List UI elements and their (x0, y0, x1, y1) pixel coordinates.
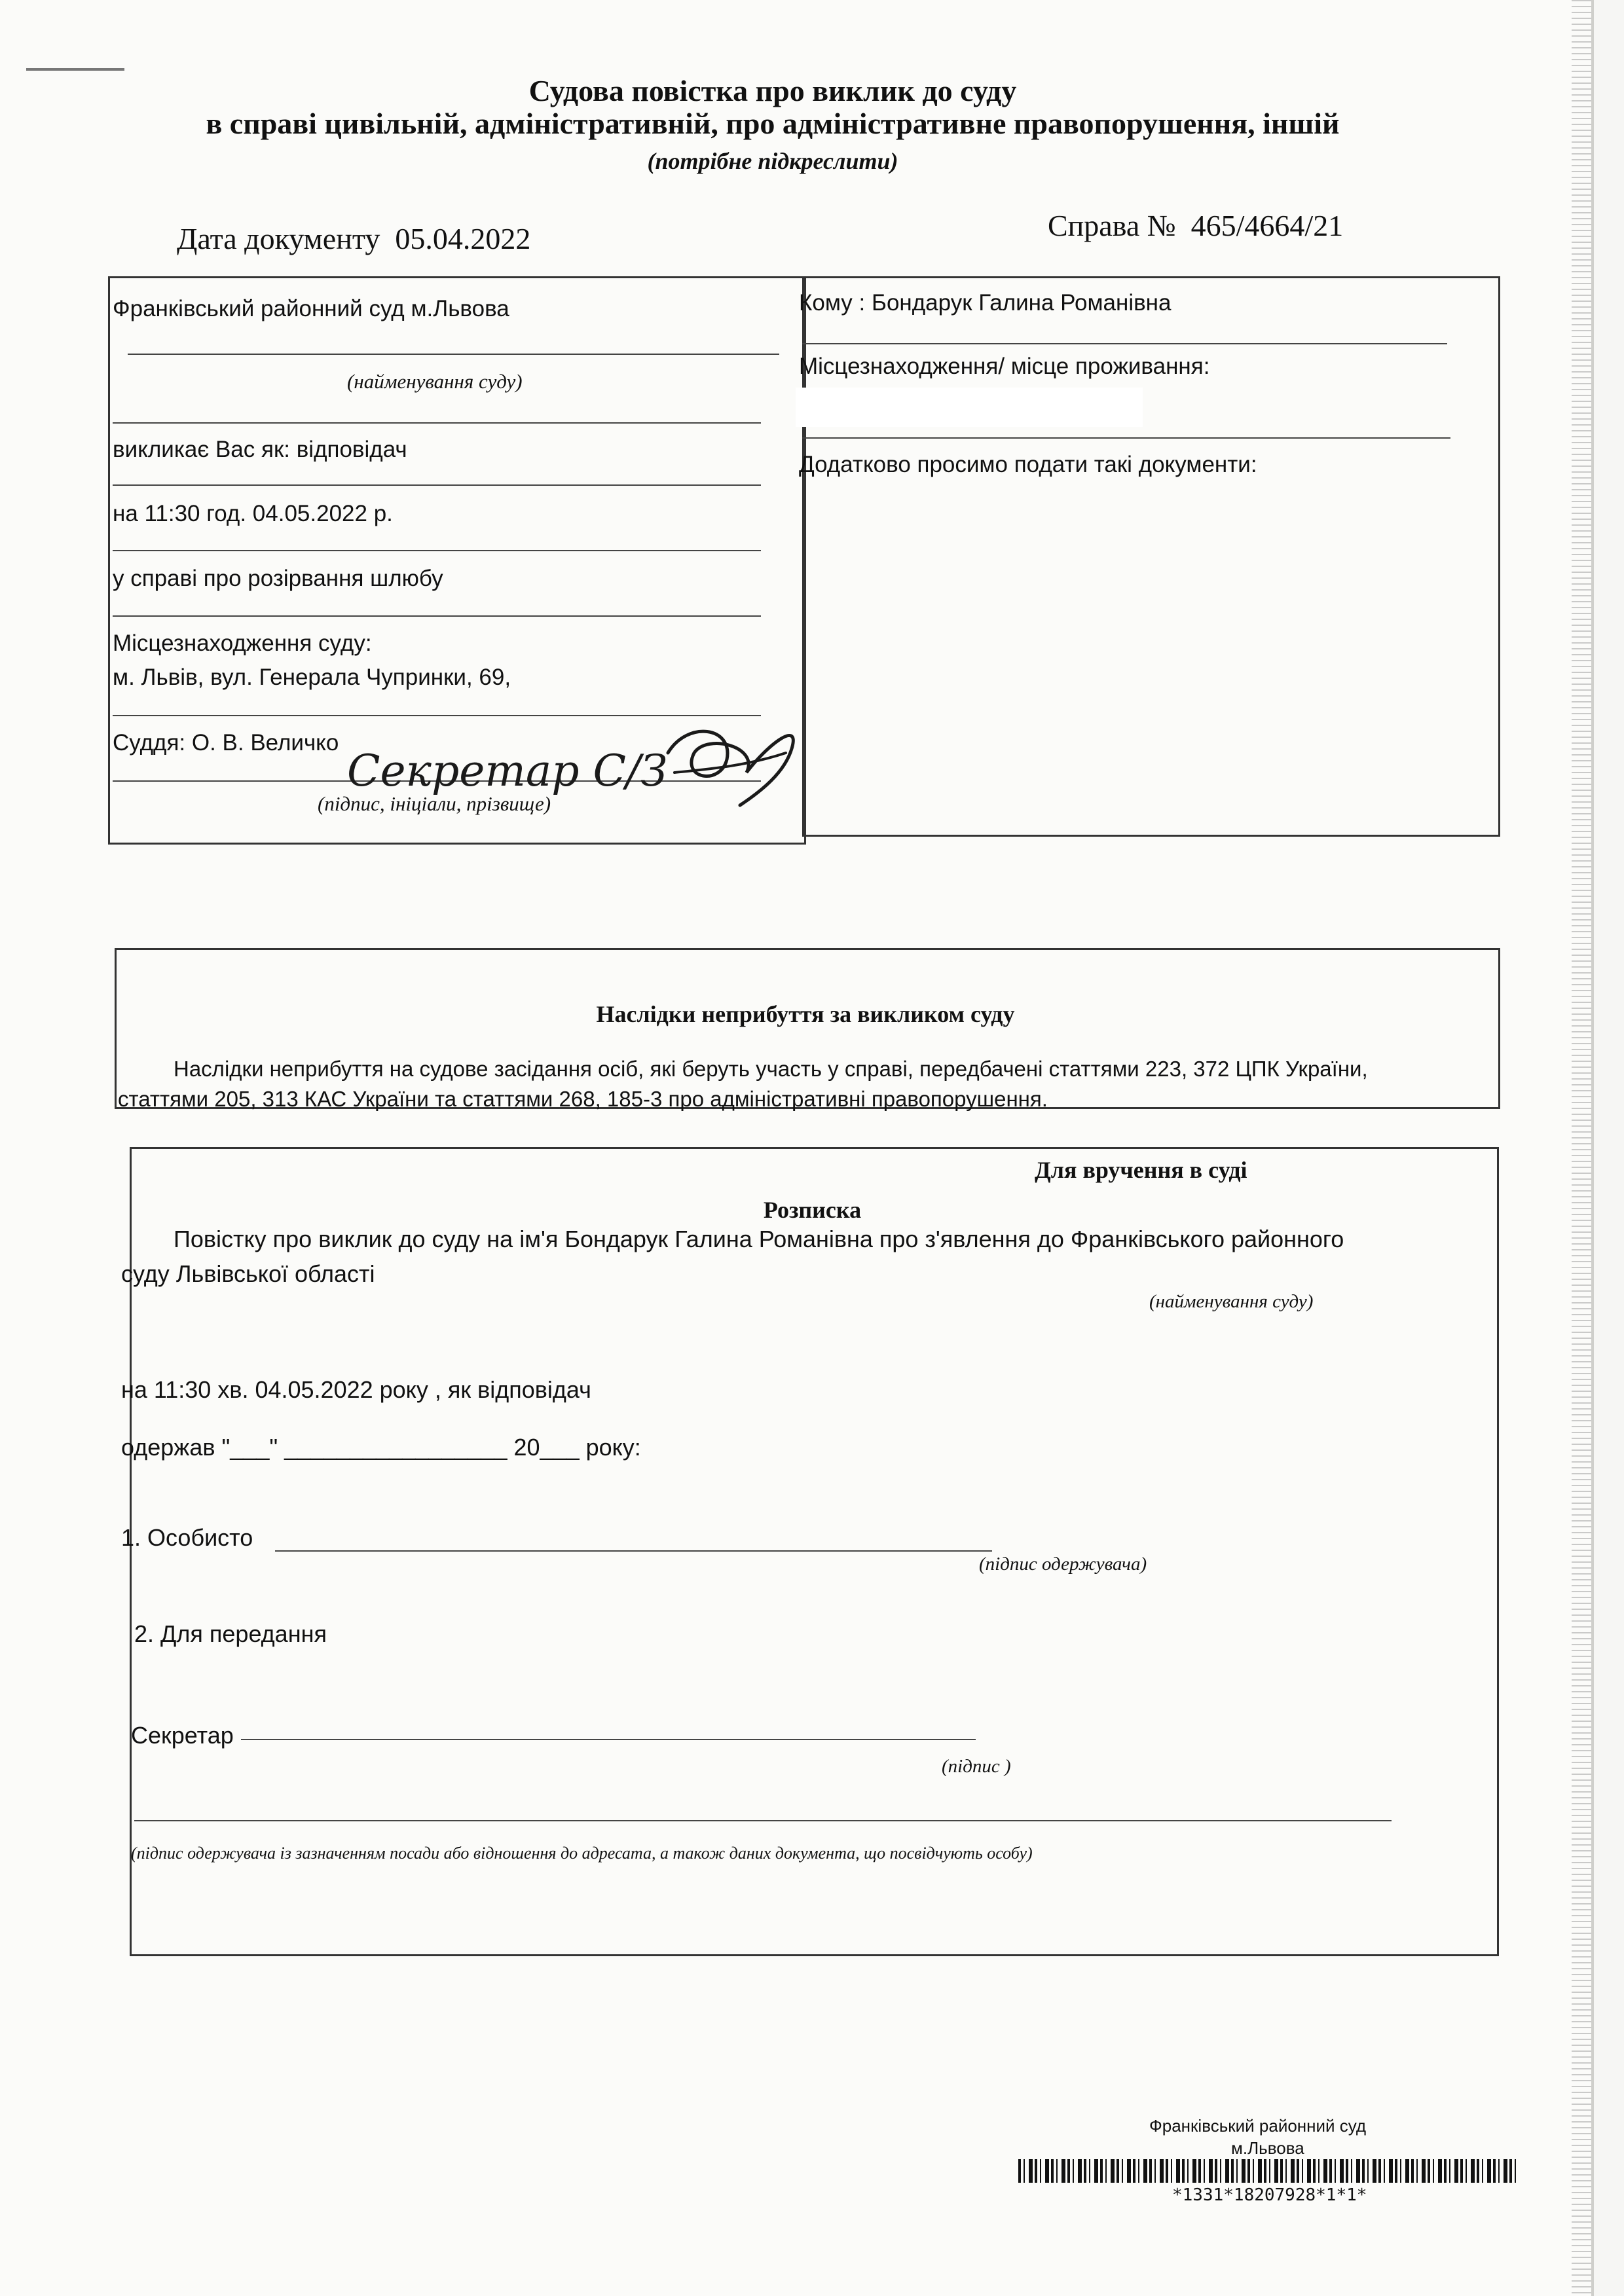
divider (113, 550, 761, 551)
divider (113, 484, 761, 486)
secretary-caption: (підпис ) (942, 1756, 1011, 1777)
court-location: м. Львів, вул. Генерала Чупринки, 69, (113, 665, 511, 690)
divider (113, 422, 761, 424)
receipt-received: одержав "___" _________________ 20___ року: (121, 1434, 641, 1461)
court-name-caption: (найменування суду) (347, 370, 523, 393)
case-value: 465/4664/21 (1190, 209, 1344, 242)
footer-caption: (підпис одержувача із зазначенням посади або відношення до адресата, а також даних документа, що посвідчують особу) (131, 1844, 1033, 1863)
divider (802, 343, 1447, 344)
date-value: 05.04.2022 (395, 222, 531, 255)
case-number (1048, 208, 1343, 243)
divider (802, 437, 1450, 439)
summons-role: викликає Вас як: відповідач (113, 437, 407, 462)
signature-caption: (підпис, ініціали, прізвище) (318, 792, 551, 815)
scan-noise (1572, 0, 1591, 2296)
signature-text: Секретар С/З (347, 746, 668, 796)
stamp-city: м.Львова (1231, 2138, 1304, 2158)
receipt-corner-label: Для вручення в суді (1035, 1157, 1247, 1183)
title-note: (потрібне підкреслити) (647, 148, 898, 174)
scan-mark (26, 68, 124, 71)
transfer-label: 2. Для передання (134, 1620, 327, 1647)
receipt-heading: Розписка (763, 1197, 862, 1223)
extra-documents-label: Додатково просимо подати такі документи: (799, 452, 1257, 477)
consequences-heading: Наслідки неприбуття за викликом суду (596, 1001, 1015, 1027)
court-location-label: Місцезнаходження суду: (113, 630, 372, 656)
signature-line (134, 1820, 1392, 1821)
receipt-court-caption: (найменування суду) (1149, 1291, 1314, 1312)
divider (113, 615, 761, 617)
consequences-text-1: Наслідки неприбуття на судове засідання осіб, які беруть участь у справі, передбачені статтями 223, 372 ЦПК України, (174, 1057, 1368, 1081)
redacted-address (796, 388, 1143, 427)
receipt-line-2: суду Львівської області (121, 1260, 375, 1287)
court-name: Франківський районний суд м.Львова (113, 296, 509, 321)
document-title: Судова повістка про виклик до суду (528, 74, 1017, 107)
document-date (177, 221, 530, 256)
barcode-text: *1331*18207928*1*1* (1172, 2185, 1367, 2205)
date-label: Дата документу (177, 222, 380, 255)
divider (128, 354, 779, 355)
consequences-box (115, 948, 1500, 1109)
handwritten-signature (341, 707, 812, 838)
signature-line (241, 1739, 976, 1740)
judge-name: Суддя: О. В. Величко (113, 730, 339, 756)
personally-label: 1. Особисто (121, 1524, 253, 1551)
barcode (1018, 2159, 1516, 2183)
secretary-label: Секретар (131, 1722, 234, 1749)
consequences-text-2: статтями 205, 313 КАС України та статтями 268, 185-3 про адміністративні правопорушення. (118, 1087, 1048, 1111)
hearing-time: на 11:30 год. 04.05.2022 р. (113, 501, 393, 526)
recipient: Кому : Бондарук Галина Романівна (799, 290, 1172, 316)
document-subtitle: в справі цивільній, адміністративній, про адміністративне правопорушення, іншій (206, 107, 1340, 140)
personally-caption: (підпис одержувача) (979, 1554, 1147, 1575)
receipt-line-1: Повістку про виклик до суду на ім'я Бондарук Галина Романівна про з'явлення до Франківського районного (174, 1226, 1344, 1252)
stamp-court: Франківський районний суд (1149, 2116, 1367, 2136)
address-label: Місцезнаходження/ місце проживання: (799, 354, 1210, 379)
case-label: Справа № (1048, 209, 1176, 242)
case-subject: у справі про розірвання шлюбу (113, 566, 443, 591)
signature-line (275, 1550, 992, 1552)
receipt-time: на 11:30 хв. 04.05.2022 року , як відповідач (121, 1376, 591, 1403)
